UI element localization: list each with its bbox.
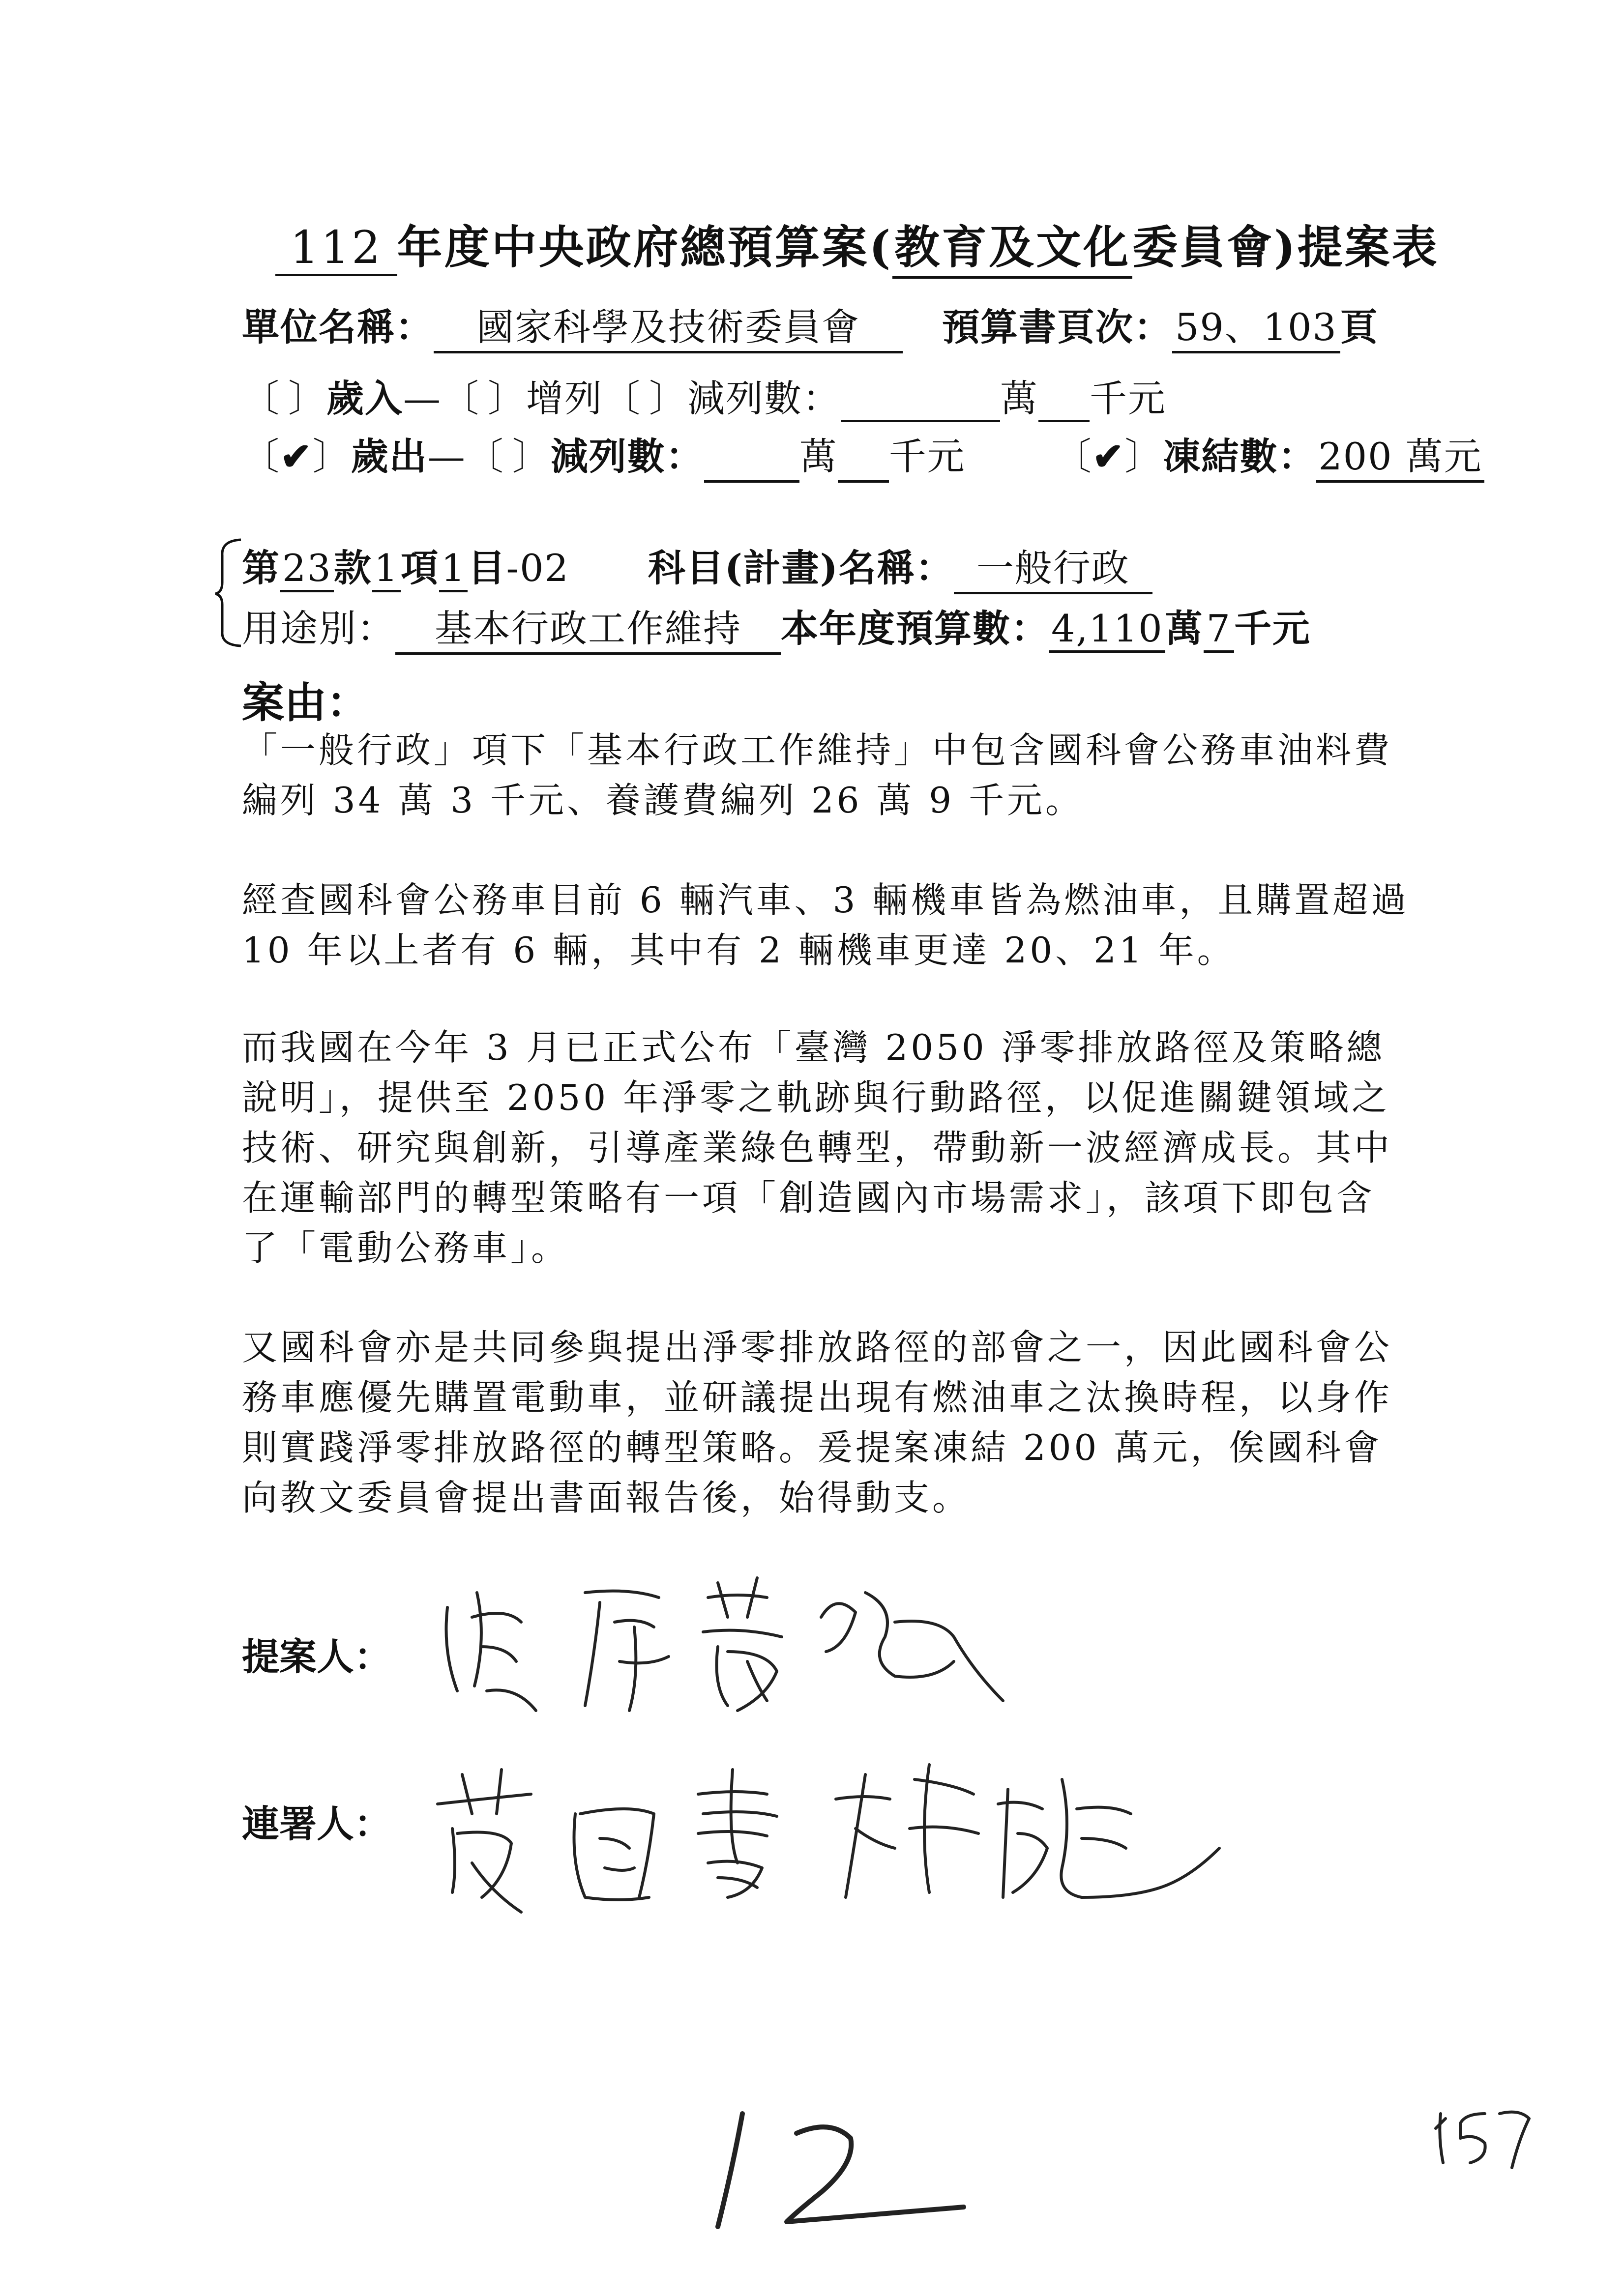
case-heading: 案由：: [242, 678, 369, 727]
page-suffix: 頁: [1340, 305, 1379, 349]
increase-bracket-open: 〔: [442, 377, 480, 420]
expense-bracket-open: 〔: [242, 435, 280, 478]
increase-label: 增列: [526, 377, 603, 420]
mu-number: 1: [439, 546, 468, 592]
budget-qian-label: 千元: [1234, 607, 1311, 650]
unit-row: [242, 297, 1379, 353]
revenue-dash: —: [403, 377, 442, 420]
proposer-signature: [423, 1563, 1082, 1725]
expense-row: [242, 427, 1484, 483]
freeze-bracket-close: 〕: [1124, 435, 1163, 478]
kuan-prefix: 第: [242, 546, 280, 590]
item-brace: [211, 536, 246, 649]
unit-value: 國家科學及技術委員會: [434, 297, 903, 353]
committee-name: 教育及文化: [892, 211, 1132, 279]
title-end: )提案表: [1274, 221, 1439, 274]
kuan-label: 款: [333, 546, 372, 590]
handwritten-number: [698, 2099, 974, 2246]
budget-qian-value: 7: [1204, 607, 1234, 653]
expense-check-icon: ✔: [280, 435, 313, 478]
cosigner-label: 連署人：: [242, 1802, 391, 1846]
item-row: [242, 538, 1152, 594]
expense-decrease-bracket-close: 〕: [512, 435, 551, 478]
proposer-label: 提案人：: [242, 1635, 391, 1679]
revenue-bracket-open: 〔: [242, 377, 280, 420]
freeze-check-icon: ✔: [1092, 435, 1125, 478]
kuan-number: 23: [280, 546, 334, 592]
form-title: [275, 211, 1439, 279]
expense-decrease-bracket-open: 〔: [466, 435, 504, 478]
expense-label: 歲出: [351, 435, 428, 478]
freeze-value: 200 萬元: [1316, 427, 1484, 483]
expense-wan-blank: [704, 446, 799, 483]
expense-wan: 萬: [799, 435, 838, 478]
revenue-wan: 萬: [1000, 377, 1038, 420]
decrease-bracket-close: 〕: [649, 377, 687, 420]
expense-qian-yuan: 千元: [888, 435, 966, 478]
item-code: -02: [506, 546, 569, 590]
expense-bracket-close: 〕: [312, 435, 351, 478]
subject-label: 科目(計畫)名稱：: [648, 546, 954, 590]
increase-bracket-close: 〕: [488, 377, 526, 420]
committee-suffix: 委員會: [1132, 221, 1274, 274]
subject-value: 一般行政: [954, 538, 1152, 594]
revenue-wan-blank: [841, 385, 1000, 422]
decrease-bracket-open: 〔: [603, 377, 641, 420]
revenue-qian-blank: [1038, 385, 1090, 422]
page-label: 預算書頁次：: [942, 305, 1172, 349]
xiang-number: 1: [372, 546, 401, 592]
cosigner-signature: [423, 1750, 1269, 1937]
expense-dash: —: [427, 435, 466, 478]
case-paragraph-3: 而我國在今年 3 月已正式公布「臺灣 2050 淨零排放路徑及策略總說明」，提供至 2050 年淨零之軌跡與行動路徑，以促進關鍵領域之技術、研究與創新，引導產業綠色轉型，帶動新一波經濟成長。其中在運輸部門的轉型策略有一項「創造國內市場需求」，該項下即包含了「電動公務車」。: [242, 1027, 1393, 1269]
title-text: 年度中央政府總預算案(: [397, 221, 893, 274]
expense-qian-blank: [838, 446, 889, 483]
revenue-row: [242, 369, 1166, 422]
fiscal-year: 112: [275, 221, 397, 276]
revenue-bracket-close: 〕: [288, 377, 326, 420]
case-paragraph-4: 又國科會亦是共同參與提出淨零排放路徑的部會之一，因此國科會公務車應優先購置電動車，並研議提出現有燃油車之汰換時程，以身作則實踐淨零排放路徑的轉型策略。爰提案凍結 200 萬元，俟國科會向教文委員會提出書面報告後，始得動支。: [242, 1327, 1393, 1518]
usage-row: [242, 599, 1311, 655]
xiang-label: 項: [401, 546, 440, 590]
freeze-bracket-open: 〔: [1054, 435, 1093, 478]
revenue-qian-yuan: 千元: [1090, 377, 1166, 420]
revenue-label: 歲入: [326, 377, 403, 420]
mu-label: 目: [468, 546, 506, 590]
case-paragraph-1: 「一般行政」項下「基本行政工作維持」中包含國科會公務車油料費編列 34 萬 3 千元、養護費編列 26 萬 9 千元。: [242, 729, 1393, 821]
page-number: [1426, 2099, 1534, 2178]
case-paragraph-2: 經查國科會公務車目前 6 輛汽車、3 輛機車皆為燃油車，且購置超過 10 年以上者有 6 輛，其中有 2 輛機車更達 20、21 年。: [242, 879, 1410, 971]
usage-label: 用途別：: [242, 607, 395, 650]
page-value: 59、103: [1172, 297, 1340, 353]
revenue-decrease-label: 減列數：: [687, 377, 841, 420]
expense-decrease-label: 減列數：: [550, 435, 704, 478]
budget-wan-label: 萬: [1165, 607, 1204, 650]
budget-wan-value: 4,110: [1049, 607, 1165, 653]
unit-label: 單位名稱：: [242, 305, 434, 349]
usage-value: 基本行政工作維持: [395, 599, 781, 655]
budget-label: 本年度預算數：: [781, 607, 1049, 650]
freeze-label: 凍結數：: [1163, 435, 1317, 478]
